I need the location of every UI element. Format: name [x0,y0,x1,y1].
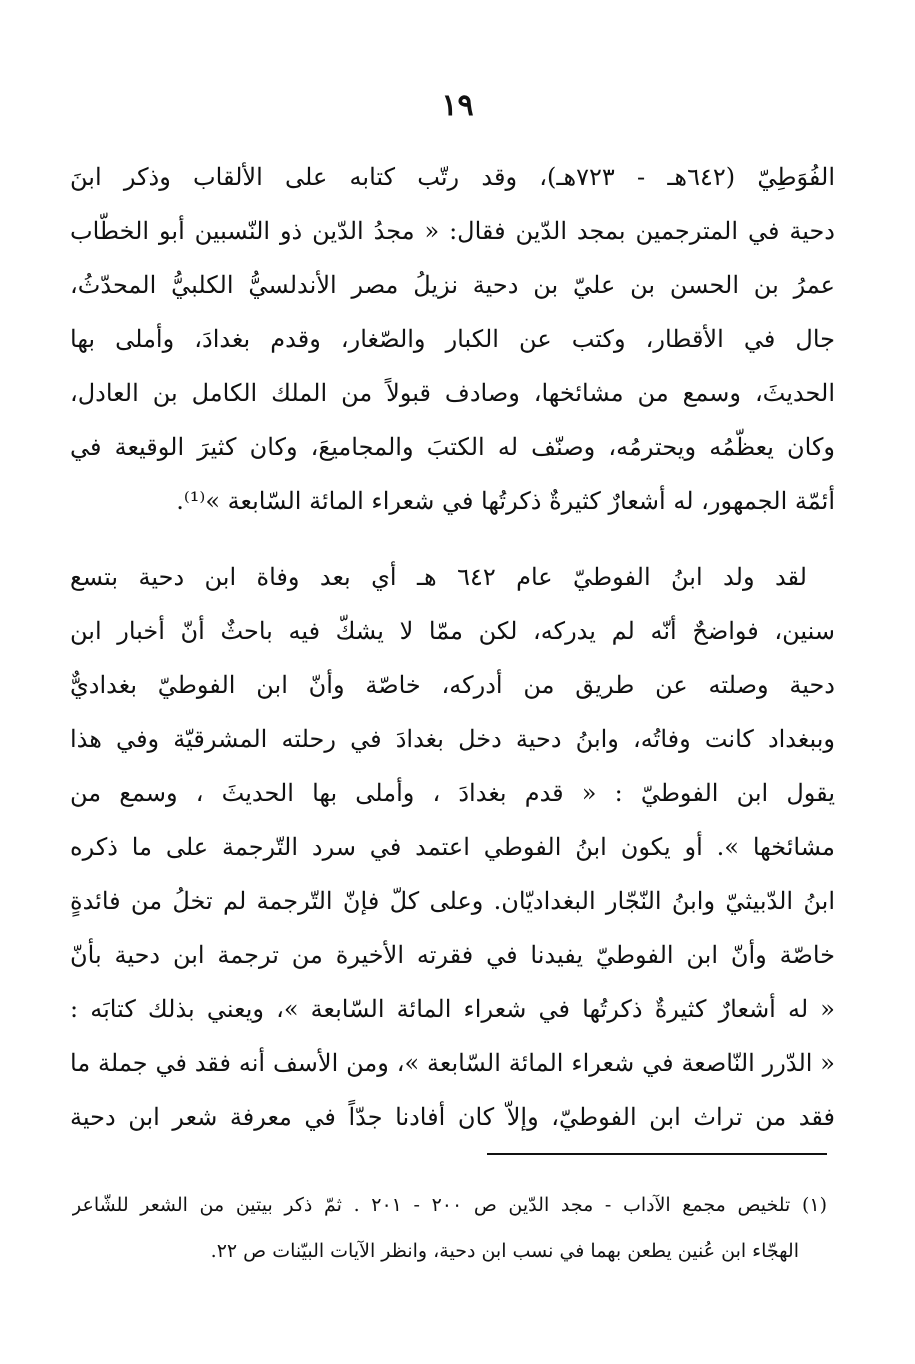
text-line: خاصّة وأنّ ابن الفوطيّ يفيدنا في فقرته الأخيرة من ترجمة ابن دحية بأنّ [70,941,835,969]
text-line: أئمّة الجمهور، له أشعارٌ كثيرةٌ ذكرتُها في شعراء المائة السّابعة »⁽¹⁾. [176,487,835,515]
footnote-line: الهجّاء ابن عُنين يطعن بهما في نسب ابن دحية، وانظر الآيات البيّنات ص ٢٢. [210,1240,799,1262]
text-line: وكان يعظّمُه ويحترمُه، وصنّف له الكتبَ والمجاميعَ، وكان كثيرَ الوقيعة في [70,433,835,461]
text-line: جال في الأقطار، وكتب عن الكبار والصّغار، وقدم بغدادَ، وأملى بها [70,325,835,353]
text-line: مشائخها ». أو يكون ابنُ الفوطي اعتمد في سرد التّرجمة على ما ذكره [70,833,835,861]
footnote-separator [487,1153,827,1155]
footnote-line: (١) تلخيص مجمع الآداب - مجد الدّين ص ٢٠٠ - ٢٠١ . ثمّ ذكر بيتين من الشعر للشّاعر [72,1194,827,1216]
text-line: ابنُ الدّبيثيّ وابنُ النّجّار البغداديّان. وعلى كلّ فإنّ التّرجمة لم تخلُ من فائدةٍ [70,887,835,915]
paragraph-1 [70,150,835,528]
text-line: فقد من تراث ابن الفوطيّ، وإلاّ كان أفادنا جدّاً في معرفة شعر ابن دحية [70,1103,835,1131]
footnotes [72,1182,827,1274]
text-line: الحديثَ، وسمع من مشائخها، وصادف قبولاً من الملك الكامل بن العادل، [70,379,835,407]
text-line: وببغداد كانت وفاتُه، وابنُ دحية دخل بغدادَ في رحلته المشرقيّة وفي هذا [70,725,835,753]
text-line: يقول ابن الفوطيّ : « قدم بغدادَ ، وأملى بها الحديثَ ، وسمع من [70,779,835,807]
text-line: دحية وصلته عن طريق من أدركه، خاصّة وأنّ ابن الفوطيّ بغداديٌّ [70,671,835,699]
text-line: عمرُ بن الحسن بن عليّ بن دحية نزيلُ مصر الأندلسيُّ الكلبيُّ المحدّثُ، [70,271,835,299]
paragraph-2 [70,550,835,1144]
body-text [70,150,835,1144]
text-line: دحية في المترجمين بمجد الدّين فقال: « مجدُ الدّين ذو النّسبين أبو الخطّاب [70,217,835,245]
footnote-1 [72,1182,827,1274]
paragraph-gap [70,528,835,550]
text-line: لقد ولد ابنُ الفوطيّ عام ٦٤٢ هـ أي بعد وفاة ابن دحية بتسع [70,563,807,591]
text-line: الفُوَطِيّ (٦٤٢هـ - ٧٢٣هـ)، وقد رتّب كتابه على الألقاب وذكر ابنَ [70,163,835,191]
text-line: « له أشعارٌ كثيرةٌ ذكرتُها في شعراء المائة السّابعة »، ويعني بذلك كتابَه : [70,995,835,1023]
text-line: « الدّرر النّاصعة في شعراء المائة السّابعة »، ومن الأسف أنه فقد في جملة ما [70,1049,835,1077]
page-number: ١٩ [441,88,474,123]
text-line: سنين، فواضحٌ أنّه لم يدركه، لكن ممّا لا يشكّ فيه باحثٌ أنّ أخبار ابن [70,617,835,645]
